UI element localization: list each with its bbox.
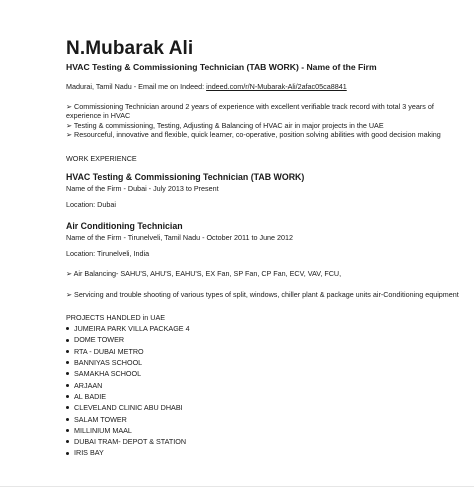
bullet-icon <box>66 339 69 342</box>
bullet-icon <box>66 406 69 409</box>
contact-prefix: Madurai, Tamil Nadu - Email me on Indeed: <box>66 82 207 91</box>
contact-line <box>66 82 466 92</box>
list-item <box>66 368 466 379</box>
project-name: IRIS BAY <box>74 448 104 458</box>
job-entry <box>66 221 466 258</box>
project-name: ARJAAN <box>74 380 103 390</box>
summary-list <box>66 102 466 140</box>
bullet-icon <box>66 350 69 353</box>
list-item <box>66 402 466 413</box>
projects-heading: PROJECTS HANDLED in UAE <box>66 312 166 322</box>
list-item <box>66 414 466 425</box>
project-name: DOME TOWER <box>74 335 125 345</box>
project-name: MILLINIUM MAAL <box>74 425 132 435</box>
project-name: RTA - DUBAI METRO <box>74 346 144 356</box>
skill-item: ➢ Servicing and trouble shooting of various types of split, windows, chiller plant & package units air-Conditioning equipment <box>66 289 459 299</box>
list-item <box>66 334 466 345</box>
list-item <box>66 346 466 357</box>
job-location: Location: Dubai <box>66 199 116 209</box>
summary-item: ➢ Testing & commissioning, Testing, Adjusting & Balancing of HVAC air in major projects in the UAE <box>66 120 384 130</box>
project-name: DUBAI TRAM- DEPOT & STATION <box>74 437 187 447</box>
resume-page <box>66 38 466 475</box>
bullet-icon <box>66 452 69 455</box>
bullet-icon <box>66 372 69 375</box>
indeed-profile-link[interactable]: indeed.com/r/N-Mubarak-Ali/2afac05ca8841 <box>206 82 347 91</box>
job-meta: Name of the Firm - Dubai - July 2013 to Present <box>66 183 219 193</box>
list-item <box>66 380 466 391</box>
work-experience-heading: WORK EXPERIENCE <box>66 153 137 163</box>
bullet-icon <box>66 418 69 421</box>
summary-item: ➢ Commissioning Technician around 2 years of experience with excellent verifiable track record with total 3 years of experience in HVAC <box>66 101 434 121</box>
list-item <box>66 391 466 402</box>
project-name: JUMEIRA PARK VILLA PACKAGE 4 <box>74 324 190 334</box>
summary-item: ➢ Resourceful, innovative and flexible, quick learner, co-operative, position solving abilities with good decision making <box>66 130 441 140</box>
skill-item: ➢ Air Balancing- SAHU'S, AHU'S, EAHU'S, EX Fan, SP Fan, CP Fan, ECV, VAV, FCU, <box>66 269 342 279</box>
bullet-icon <box>66 440 69 443</box>
project-name: CLEVELAND CLINIC ABU DHABI <box>74 403 183 413</box>
job-title: HVAC Testing & Commissioning Technician (TAB WORK) <box>66 171 305 182</box>
list-item <box>66 425 466 436</box>
list-item <box>66 447 466 458</box>
bullet-icon <box>66 361 69 364</box>
bullet-icon <box>66 395 69 398</box>
list-item <box>66 323 466 334</box>
job-meta: Name of the Firm - Tirunelveli, Tamil Nadu - October 2011 to June 2012 <box>66 233 294 243</box>
page-bottom-divider <box>0 486 474 487</box>
project-name: BANNIYAS SCHOOL <box>74 358 143 368</box>
project-name: SALAM TOWER <box>74 414 127 424</box>
bullet-icon <box>66 384 69 387</box>
headline: HVAC Testing & Commissioning Technician (TAB WORK) - Name of the Firm <box>66 62 377 72</box>
project-name: AL BADIE <box>74 391 107 401</box>
job-title: Air Conditioning Technician <box>66 221 183 232</box>
bullet-icon <box>66 327 69 330</box>
list-item <box>66 436 466 447</box>
candidate-name: N.Mubarak Ali <box>66 38 194 59</box>
list-item <box>66 357 466 368</box>
projects-list <box>66 323 466 459</box>
bullet-icon <box>66 429 69 432</box>
project-name: SAMAKHA SCHOOL <box>74 369 142 379</box>
job-entry <box>66 172 466 209</box>
job-location: Location: Tirunelveli, India <box>66 248 150 258</box>
